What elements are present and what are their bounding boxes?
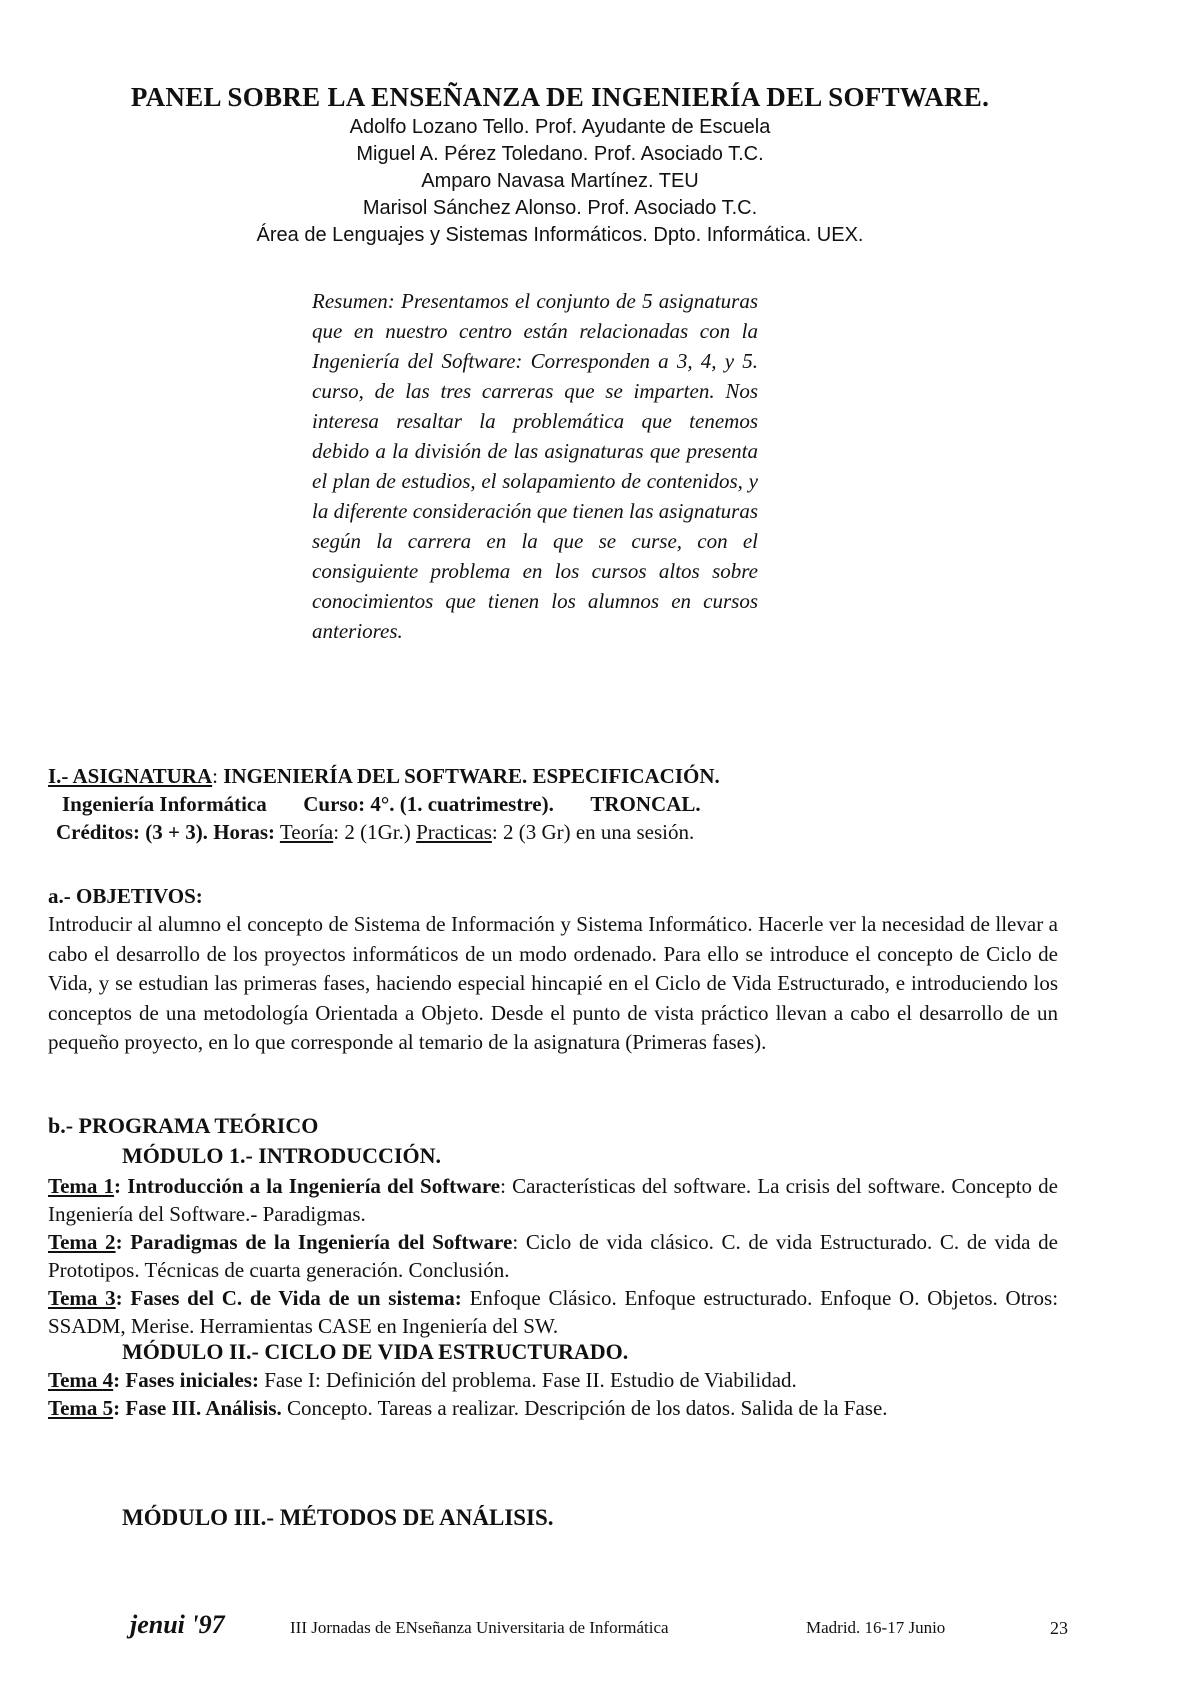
tema-text: Ciclo de vida clásico. C. de vida Estructurado. C. de vida de Prototipos. Técnicas de cuarta generación. Conclusión. bbox=[48, 1230, 1058, 1282]
hours-label: Horas: bbox=[213, 820, 276, 844]
modulo2-heading: MÓDULO II.- CICLO DE VIDA ESTRUCTURADO. bbox=[122, 1339, 629, 1364]
modulo1-heading: MÓDULO 1.- INTRODUCCIÓN. bbox=[122, 1143, 441, 1168]
page-number: 23 bbox=[1050, 1618, 1068, 1638]
practice-label: Practicas bbox=[416, 820, 492, 844]
credits-label: Créditos: bbox=[56, 820, 140, 844]
jenui-logo: jenui '97 bbox=[130, 1610, 225, 1639]
author-line: Marisol Sánchez Alonso. Prof. Asociado T.C. bbox=[362, 197, 758, 219]
abstract: Resumen: Presentamos el conjunto de 5 asignaturas que en nuestro centro están relacionadas con la Ingeniería del Software: Corresponden a 3, 4, y 5. curso, de las tres carreras que se imparten. Nos interesa resaltar la problemática que tenemos debido a la división de las asignaturas que presenta el plan de estudios, el solapamiento de contenidos, y la diferente consideración que tienen las asignaturas según la carrera en la que se curse, con el consiguiente problema en los cursos altos sobre conocimientos que tienen los alumnos en cursos anteriores. bbox=[312, 289, 758, 643]
credits-value: (3 + 3). bbox=[145, 820, 208, 844]
section1-subject: INGENIERÍA DEL SOFTWARE. ESPECIFICACIÓN. bbox=[223, 764, 720, 788]
tema-item: Tema 2: Paradigmas de la Ingeniería del Software: Ciclo de vida clásico. C. de vida Estructurado. C. de vida de Prototipos. Técnicas de cuarta generación. Conclusión. bbox=[48, 1230, 1058, 1282]
section1-title: I.- ASIGNATURA: INGENIERÍA DEL SOFTWARE. ESPECIFICACIÓN. bbox=[48, 764, 720, 788]
programa-heading: b.- PROGRAMA TEÓRICO bbox=[48, 1113, 319, 1138]
tema-title: Fase III. Análisis. bbox=[125, 1396, 282, 1420]
theory-value: 2 (1Gr.) bbox=[344, 820, 411, 844]
author-line: Miguel A. Pérez Toledano. Prof. Asociado T.C. bbox=[356, 143, 764, 165]
section1-credits-line: Créditos: (3 + 3). Horas: Teoría: 2 (1Gr.) Practicas: 2 (3 Gr) en una sesión. bbox=[56, 820, 695, 844]
conference-place-date: Madrid. 16-17 Junio bbox=[806, 1618, 946, 1637]
tema-item: Tema 4: Fases iniciales: Fase I: Definición del problema. Fase II. Estudio de Viabilidad. bbox=[48, 1368, 797, 1392]
affiliation-line: Área de Lenguajes y Sistemas Informáticos. Dpto. Informática. UEX. bbox=[256, 224, 864, 246]
tema-text: Concepto. Tareas a realizar. Descripción de los datos. Salida de la Fase. bbox=[287, 1396, 888, 1420]
modulo1-temas bbox=[48, 1172, 1058, 1340]
course-value: 4°. (1. cuatrimestre). bbox=[370, 792, 554, 816]
tema-title: Paradigmas de la Ingeniería del Software bbox=[130, 1230, 513, 1254]
tema-label: Tema 1 bbox=[48, 1174, 115, 1198]
objetivos-heading: a.- OBJETIVOS: bbox=[48, 884, 203, 908]
tema-label: Tema 5 bbox=[48, 1396, 114, 1420]
section1-info-line bbox=[62, 790, 1072, 818]
author-line: Amparo Navasa Martínez. TEU bbox=[421, 170, 699, 192]
tema-title: Introducción a la Ingeniería del Software bbox=[127, 1174, 501, 1198]
degree: Ingeniería Informática bbox=[62, 792, 267, 816]
practice-value: 2 (3 Gr) en una sesión. bbox=[502, 820, 695, 844]
modulo3-heading: MÓDULO III.- MÉTODOS DE ANÁLISIS. bbox=[122, 1505, 554, 1530]
tema-title: Fases iniciales: bbox=[125, 1368, 259, 1392]
tema-item: Tema 3: Fases del C. de Vida de un sistema: Enfoque Clásico. Enfoque estructurado. Enfoque O. Objetos. Otros: SSADM, Merise. Herramientas CASE en Ingeniería del SW. bbox=[48, 1286, 1059, 1338]
tema-label: Tema 3 bbox=[48, 1286, 116, 1310]
tema-text: Características del software. La crisis del software. Concepto de Ingeniería del Software.- Paradigmas. bbox=[48, 1174, 1058, 1226]
theory-label: Teoría bbox=[279, 820, 334, 844]
conference-name: III Jornadas de ENseñanza Universitaria de Informática bbox=[290, 1618, 669, 1637]
author-line: Adolfo Lozano Tello. Prof. Ayudante de Escuela bbox=[349, 116, 771, 138]
tema-label: Tema 2 bbox=[48, 1230, 116, 1254]
modulo2-temas bbox=[48, 1366, 1058, 1422]
section1-label: I.- ASIGNATURA bbox=[48, 764, 213, 788]
tema-title: Fases del C. de Vida de un sistema: bbox=[130, 1286, 462, 1310]
page-footer bbox=[0, 1610, 1192, 1650]
objetivos-text: Introducir al alumno el concepto de Sistema de Información y Sistema Informático. Hacerle ver la necesidad de llevar a cabo el desarrollo de los proyectos informáticos de un modo ordenado. Para ello se introduce el concepto de Ciclo de Vida, y se estudian las primeras fases, haciendo especial hincapié en el Ciclo de Vida Estructurado, e introduciendo los conceptos de una metodología Orientada a Objeto. Desde el punto de vista práctico llevan a cabo el desarrollo de un pequeño proyecto, en lo que corresponde al temario de la asignatura (Primeras fases). bbox=[48, 912, 1058, 1054]
subject-type: TRONCAL. bbox=[590, 792, 701, 816]
tema-text: Fase I: Definición del problema. Fase II. Estudio de Viabilidad. bbox=[264, 1368, 797, 1392]
paper-title: PANEL SOBRE LA ENSEÑANZA DE INGENIERÍA DEL SOFTWARE. bbox=[130, 82, 990, 112]
tema-item: Tema 5: Fase III. Análisis. Concepto. Tareas a realizar. Descripción de los datos. Salida de la Fase. bbox=[48, 1396, 888, 1420]
tema-label: Tema 4 bbox=[48, 1368, 114, 1392]
tema-text: Enfoque Clásico. Enfoque estructurado. Enfoque O. Objetos. Otros: SSADM, Merise. Herramientas CASE en Ingeniería del SW. bbox=[48, 1286, 1059, 1338]
tema-item: Tema 1: Introducción a la Ingeniería del Software: Características del software. La crisis del software. Concepto de Ingeniería del Software.- Paradigmas. bbox=[48, 1174, 1058, 1226]
author-list bbox=[100, 114, 1020, 249]
course-label: Curso: bbox=[303, 792, 366, 816]
